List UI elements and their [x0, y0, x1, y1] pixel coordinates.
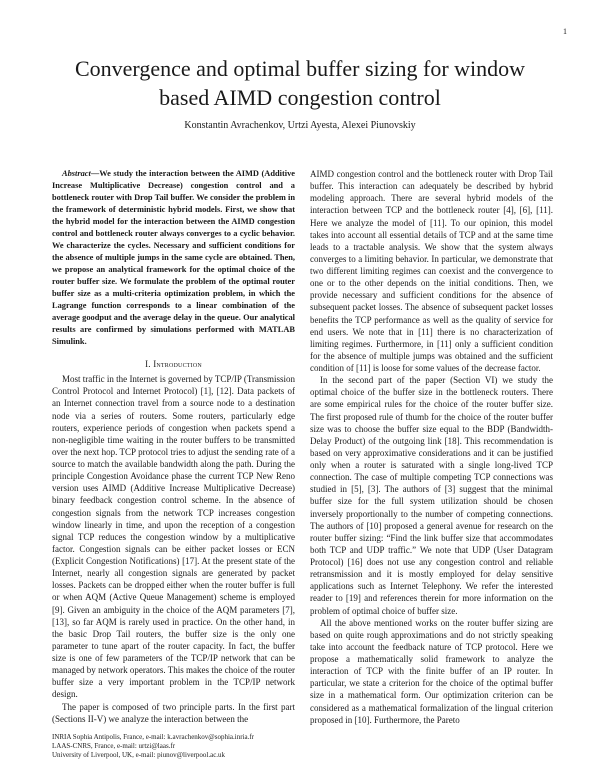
paper-title-line-1: Convergence and optimal buffer sizing for window: [74, 56, 526, 81]
footnote-liverpool: University of Liverpool, UK, e-mail: piunov@liverpool.ac.uk: [52, 751, 226, 760]
body-paragraph: AIMD congestion control and the bottleneck router with Drop Tail buffer. This interaction can adequately be described by hybrid modeling approach. There are several hybrid models of the interaction between TCP and the bottleneck router [4], [6], [11]. Here we analyze the model of [11]. To our opinion, this model takes into account all essential details of TCP and at the same time leads to a tractable analysis. We show that the system always converges to a limiting behavior. In particular, we demonstrate that two different limiting regimes can coexist and the convergence to one or to the other depends on the initial conditions. Then, we provide necessary and sufficient conditions for the absence of subsequent packet losses. The absence of subsequent packet losses benefits the TCP performance as well as the quality of service for end users. We note that in [11] there is no characterization of limiting regimes. Furthermore, in [11] only a sufficient condition for the absence of multiple jumps was obtained and the sufficient condition of [11] is loose for some values of the decrease factor.: [310, 169, 553, 373]
section-title: Introduction: [153, 359, 202, 369]
abstract-text: We study the interaction between the AIMD (Additive Increase Multiplicative Decrease) congestion control and a bottleneck router with Drop Tail buffer. We consider the problem in the framework of deterministic hybrid models. First, we show that the hybrid model for the interaction between the AIMD congestion control and bottleneck router always converges to a cyclic behavior. We characterize the cycles. Necessary and sufficient conditions for the absence of multiple jumps in the same cycle are obtained. Then, we propose an analytical framework for the optimal choice of the router buffer size. We formulate the problem of the optimal router buffer size as a multi-criteria optimization problem, in which the Lagrange function corresponds to a linear combination of the average goodput and the average delay in the queue. Our analytical results are confirmed by simulations performed with MATLAB Simulink.: [52, 169, 295, 346]
body-paragraph: Most traffic in the Internet is governed by TCP/IP (Transmission Control Protocol and Internet Protocol) [1], [12]. Data packets of an Internet connection travel from a source node to a destination node via a series of routers. Some routers, particularly edge routers, experience periods of congestion when packets spend a non-negligible time waiting in the router buffers to be transmitted over the next hop. TCP protocol tries to adjust the sending rate of a source to match the available bandwidth along the path. During the principle Congestion Avoidance phase the current TCP New Reno version uses AIMD (Additive Increase Multiplicative Decrease) binary feedback congestion control scheme. In the absence of congestion signals from the network TCP increases congestion window linearly in time, and upon the reception of a congestion signal TCP reduces the congestion window by a multiplicative factor. Congestion signals can be either packet losses or ECN (Explicit Congestion Notifications) [17]. At the present state of the Internet, nearly all congestion signals are generated by packet losses. Packets can be dropped either when the router buffer is full or when AQM (Active Queue Management) scheme is employed [9]. Given an ambiguity in the choice of the AQM parameters [7], [13], so far AQM is rarely used in practice. On the other hand, in the basic Drop Tail routers, the buffer size is the only one parameter to tune apart of the router capacity. In fact, the buffer size is one of few parameters of the TCP/IP network that can be managed by network operators. This makes the choice of the router buffer size a very important problem in the TCP/IP network design.: [52, 374, 295, 700]
body-paragraph: The paper is composed of two principle parts. In the first part (Sections II-V) we analyze the interaction between the: [52, 701, 295, 724]
page-number: 1: [563, 27, 567, 36]
footnote-inria: INRIA Sophia Antipolis, France, e-mail: k.avrachenkov@sophia.inria.fr: [52, 733, 255, 741]
section-numeral: I.: [145, 359, 151, 369]
body-paragraph: In the second part of the paper (Section VI) we study the optimal choice of the buffer size in the bottleneck routers. There are some empirical rules for the choice of the router buffer size. The first proposed rule of thumb for the choice of the router buffer size was to choose the buffer size equal to the BDP (Bandwidth-Delay Product) of the outgoing link [18]. This recommendation is based on very approximative considerations and it can be justified only when a router is saturated with a single long-lived TCP connection. The case of multiple competing TCP connections was studied in [5], [3]. The authors of [3] suggest that the minimal buffer size for the full system utilization should be chosen inversely proportionally to the number of competing connections. The authors of [10] proposed a general avenue for research on the router buffer sizing: “Find the link buffer size that accommodates both TCP and UDP traffic.” We note that UDP (User Datagram Protocol) [16] does not use any congestion control and reliable retransmission and it is mostly employed for delay sensitive applications such as Internet Telephony. We refer the interested reader to [19] and references therein for more information on the problem of optimal choice of buffer size.: [310, 375, 553, 616]
left-column: [52, 168, 295, 725]
paper-title-line-2: based AIMD congestion control: [159, 85, 441, 110]
paper-title: [30, 54, 570, 112]
right-column: [310, 168, 553, 726]
author-list: Konstantin Avrachenkov, Urtzi Ayesta, Alexei Piunovskiy: [184, 120, 416, 131]
section-heading-introduction: [52, 358, 295, 370]
footnote-laas: LAAS-CNRS, France, e-mail: urtzi@laas.fr: [52, 742, 176, 751]
body-paragraph: All the above mentioned works on the router buffer sizing are based on quite rough approximations and do not strictly speaking take into account the feedback nature of TCP protocol. Here we propose a mathematically solid framework to analyze the interaction of TCP with the finite buffer of an IP router. In particular, we state a criterion for the choice of the optimal buffer size in a mathematical form. Our optimization criterion can be considered as a mathematical formalization of the lingual criterion proposed in [10]. Furthermore, the Pareto: [310, 617, 553, 725]
abstract: [52, 168, 295, 348]
abstract-label: Abstract—: [62, 169, 100, 178]
affiliation-footnotes: [52, 733, 295, 761]
